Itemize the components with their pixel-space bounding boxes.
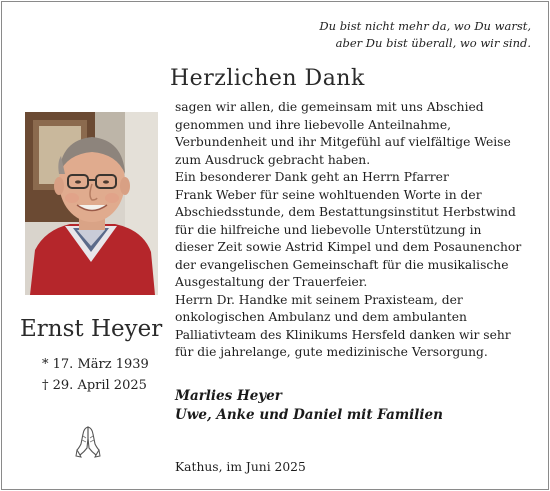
signers (175, 387, 443, 425)
text-line: Herrn Dr. Handke mit seinem Praxisteam, der (175, 292, 463, 307)
motto-quote (319, 18, 531, 52)
thanks-text (175, 99, 540, 362)
praying-hands-icon (74, 424, 102, 458)
signer-name: Uwe, Anke und Daniel mit Familien (175, 407, 443, 423)
signer-name: Marlies Heyer (175, 388, 282, 404)
text-line: onkologischen Ambulanz und dem ambulanten (175, 310, 467, 324)
text-line: Palliativteam des Klinikums Hersfeld danken wir sehr (175, 327, 511, 342)
text-line: Frank Weber für seine wohltuenden Worte in der (175, 187, 482, 202)
text-line: der evangelischen Gemeinschaft für die musikalische (175, 257, 509, 272)
text-line: Abschiedsstunde, dem Bestattungsinstitut Herbstwind (175, 205, 516, 219)
deceased-name: Ernst Heyer (20, 316, 163, 342)
text-line: für die jahrelange, gute medizinische Versorgung. (175, 345, 488, 359)
text-line: sagen wir allen, die gemeinsam mit uns Abschied (175, 100, 484, 114)
birth-date: * 17. März 1939 (42, 357, 149, 372)
death-date: † 29. April 2025 (42, 378, 147, 393)
text-line: für die hilfreiche und liebevolle Unterstützung in (175, 222, 482, 237)
text-line: genommen und ihre liebevolle Anteilnahme, (175, 117, 452, 132)
text-line: dieser Zeit sowie Astrid Kimpel und dem Posaunenchor (175, 240, 522, 254)
motto-line-2: aber Du bist überall, wo wir sind. (335, 36, 531, 50)
motto-line-1: Du bist nicht mehr da, wo Du warst, (319, 19, 531, 33)
place-and-date: Kathus, im Juni 2025 (175, 460, 306, 474)
text-line: zum Ausdruck gebracht haben. (175, 152, 371, 167)
life-dates (42, 354, 152, 396)
portrait-photo (25, 112, 158, 295)
text-line: Ausgestaltung der Trauerfeier. (175, 275, 368, 289)
text-line: Verbundenheit und ihr Mitgefühl auf vielfältige Weise (175, 135, 511, 149)
thanks-heading: Herzlichen Dank (170, 66, 365, 91)
text-line: Ein besonderer Dank geht an Herrn Pfarrer (175, 170, 449, 184)
obituary-card (1, 1, 549, 490)
